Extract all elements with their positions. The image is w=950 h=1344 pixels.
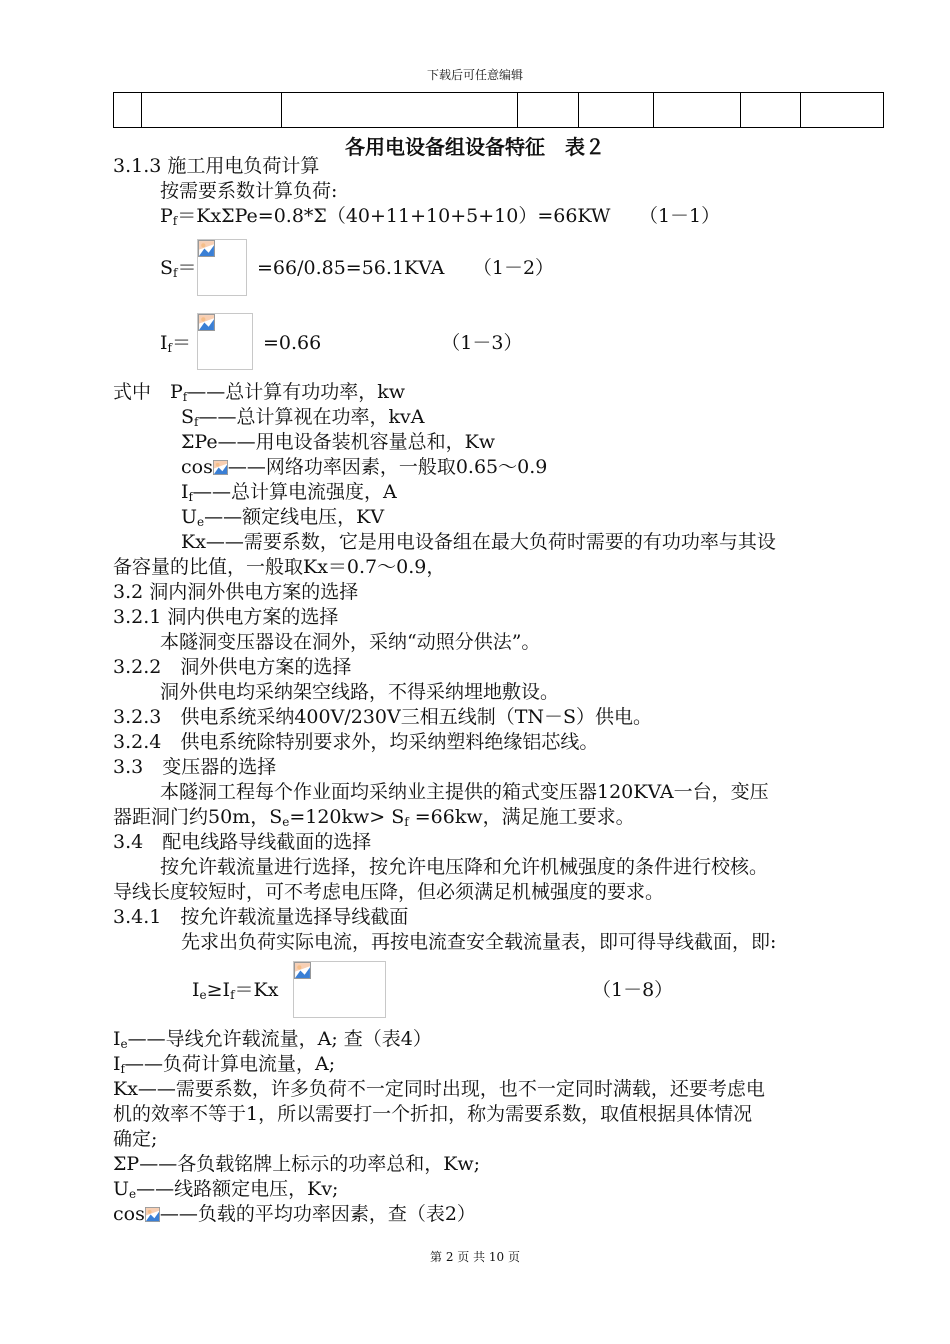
table-column-divider (517, 93, 518, 127)
section-heading: 3.2.1 洞内供电方案的选择 (113, 606, 339, 628)
page-header: 下载后可任意编辑 (426, 68, 523, 82)
table-caption: 各用电设备组设备特征 表２ (345, 135, 605, 159)
text-line: 导线长度较短时，可不考虑电压降，但必须满足机械强度的要求。 (113, 881, 665, 903)
text-line: 本隧洞变压器设在洞外，采纳“动照分供法”。 (160, 631, 541, 653)
text-line: cos ——负载的平均功率因素，查（表2） (113, 1203, 476, 1225)
formula-line: $S_f=$ (160, 257, 197, 280)
text-line: 本隧洞工程每个作业面均采纳业主提供的箱式变压器120KVA一台，变压 (160, 781, 769, 803)
section-heading: 3.2.3 供电系统采纳400V/230V三相五线制（TN－S）供电。 (113, 706, 653, 728)
text-line: 洞外供电均采纳架空线路，不得采纳埋地敷设。 (160, 681, 560, 703)
text-line: $U_e——$额定线电压，KV (181, 506, 385, 529)
broken-image-icon (213, 460, 228, 475)
text-line: 机的效率不等于1，所以需要打一个折扣，称为需要系数，取值根据具体情况 (113, 1103, 753, 1125)
formula-line: $I_e\ge I_f=Kx$ (192, 979, 279, 1002)
section-heading: 3.2.2 洞外供电方案的选择 (113, 656, 352, 678)
text-line: Kx——需要系数，许多负荷不一定同时出现，也不一定同时满载，还要考虑电 (113, 1078, 765, 1100)
text-line: 确定; (113, 1128, 158, 1150)
page-footer: 第 2 页 共 10 页 (430, 1250, 520, 1264)
table-column-divider (653, 93, 654, 127)
table-column-divider (740, 93, 741, 127)
broken-image-icon (198, 314, 215, 331)
section-heading: 3.1.3 施工用电负荷计算 (113, 155, 320, 177)
text-line: cos ——网络功率因素，一般取0.65～0.9 (181, 456, 548, 478)
formula-image-placeholder (197, 313, 253, 370)
text-line: 按允许载流量进行选择，按允许电压降和允许机械强度的条件进行校核。 (160, 856, 769, 878)
text-line: $I_f——$总计算电流强度，A (181, 481, 397, 504)
table-column-divider (578, 93, 579, 127)
text-line: 备容量的比值，一般取Kx＝0.7～0.9， (113, 556, 446, 578)
formula-image-placeholder (293, 961, 386, 1018)
text-line: ΣPe——用电设备装机容量总和，Kw (181, 431, 496, 453)
section-heading: 3.2 洞内洞外供电方案的选择 (113, 581, 359, 603)
text-line: 器距洞门约50m，$S_e=120kw> S_f =66kw$，满足施工要求。 (113, 806, 635, 829)
formula-number: （1－8） (592, 979, 674, 1001)
table-column-divider (141, 93, 142, 127)
broken-image-icon (294, 962, 311, 979)
text-line: 先求出负荷实际电流，再按电流查安全载流量表，即可得导线截面，即: (181, 931, 777, 953)
broken-image-icon (198, 240, 215, 257)
text-line: $U_e——$线路额定电压，Kv; (113, 1178, 339, 1201)
section-heading: 3.2.4 供电系统除特别要求外，均采纳塑料绝缘铝芯线。 (113, 731, 599, 753)
section-heading: 3.4.1 按允许载流量选择导线截面 (113, 906, 409, 928)
text-line: $I_e——$导线允许载流量，A; 查（表4） (113, 1028, 432, 1051)
text-line: ΣP——各负载铭牌上标示的功率总和，Kw; (113, 1153, 481, 1175)
text-line: 按需要系数计算负荷: (160, 180, 338, 202)
table-column-divider (800, 93, 801, 127)
section-heading: 3.3 变压器的选择 (113, 756, 277, 778)
text-line: $S_f——$总计算视在功率，kvA (181, 406, 425, 429)
equipment-table-fragment (113, 92, 884, 128)
text-line: Kx——需要系数，它是用电设备组在最大负荷时需要的有功功率与其设 (181, 531, 776, 553)
formula-line: =0.66 （1－3） (263, 332, 523, 354)
formula-line: =66/0.85=56.1KVA （1－2） (257, 257, 555, 279)
table-column-divider (281, 93, 282, 127)
section-heading: 3.4 配电线路导线截面的选择 (113, 831, 372, 853)
formula-line: $I_f=$ (160, 332, 191, 355)
formula-line: $P_f=Kx\Sigma Pe=0.8*\Sigma(40+11+10+5+10)=66KW$ （1－1） (160, 205, 721, 228)
broken-image-icon (145, 1207, 160, 1222)
text-line: $I_f——$负荷计算电流量，A; (113, 1053, 336, 1076)
text-line: 式中 $P_f——$总计算有功功率，kw (113, 381, 406, 404)
formula-image-placeholder (197, 239, 247, 296)
